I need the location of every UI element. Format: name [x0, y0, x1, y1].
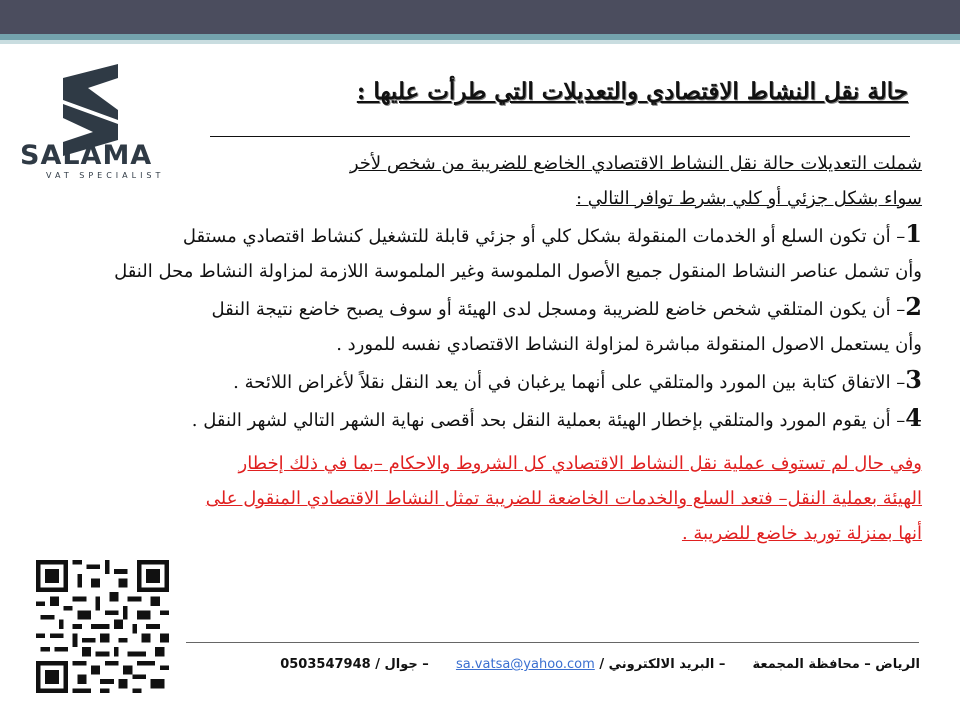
footer-location: الرياض – محافظة المجمعة — [752, 657, 920, 672]
qr-code-icon — [36, 560, 169, 693]
condition-1 — [22, 216, 922, 254]
condition-text: – أن يقوم المورد والمتلقي بإخطار الهيئة بعملية النقل بحد أقصى نهاية الشهر التالي لشهر النقل . — [191, 410, 906, 431]
logo-tagline: VAT SPECIALIST — [46, 171, 165, 180]
warning-line-1: وفي حال لم تستوف عملية نقل النشاط الاقتصادي كل الشروط والاحكام –بما في ذلك إخطار — [238, 453, 922, 474]
condition-number: 3 — [905, 365, 922, 394]
top-light-stripe — [0, 40, 960, 44]
warning-line-2: الهيئة بعملية النقل– فتعد السلع والخدمات الخاضعة للضريبة تمثل النشاط الاقتصادي المنقول على — [205, 488, 922, 509]
condition-number: 1 — [905, 219, 922, 248]
intro-line-2: سواء بشكل جزئي أو كلي بشرط توافر التالي : — [576, 188, 922, 209]
condition-1-line-2: وأن تشمل عناصر النشاط المنقول جميع الأصول الملموسة وغير الملموسة اللازمة لمزاولة النشاط محل النقل — [114, 261, 922, 282]
condition-text: – أن يكون المتلقي شخص خاضع للضريبة ومسجل لدى الهيئة أو سوف يصبح خاضع نتيجة النقل — [211, 299, 906, 320]
condition-text: – أن تكون السلع أو الخدمات المنقولة بشكل كلي أو جزئي قابلة للتشغيل كنشاط اقتصادي مستقل — [182, 226, 906, 247]
condition-2 — [22, 289, 922, 327]
condition-4 — [22, 400, 922, 438]
footer-email-label: – البريد الالكتروني / — [599, 657, 726, 672]
content-body — [22, 146, 922, 551]
footer-email-link[interactable]: sa.vatsa@yahoo.com — [455, 657, 595, 672]
condition-number: 4 — [905, 403, 922, 432]
condition-number: 2 — [905, 292, 922, 321]
condition-text: – الاتفاق كتابة بين المورد والمتلقي على أنهما يرغبان في أن يعد النقل نقلاً لأغراض اللائحة . — [233, 372, 906, 393]
condition-3 — [22, 362, 922, 400]
condition-2-line-2: وأن يستعمل الاصول المنقولة مباشرة لمزاولة النشاط الاقتصادي نفسه للمورد . — [336, 334, 922, 355]
footer — [280, 657, 920, 672]
footer-rule — [186, 642, 919, 643]
warning-block — [22, 446, 922, 551]
footer-phone-label: – جوال / — [375, 657, 429, 672]
page-title: حالة نقل النشاط الاقتصادي والتعديلات التي طرأت عليها : — [356, 78, 908, 105]
warning-line-3: أنها بمنزلة توريد خاضع للضريبة . — [681, 523, 922, 544]
title-rule — [210, 136, 910, 137]
footer-phone: 0503547948 — [280, 657, 371, 672]
logo-name: SALAMA — [20, 140, 153, 171]
top-bar — [0, 0, 960, 34]
intro-line-1: شملت التعديلات حالة نقل النشاط الاقتصادي الخاضع للضريبة من شخص لأخر — [349, 153, 922, 174]
